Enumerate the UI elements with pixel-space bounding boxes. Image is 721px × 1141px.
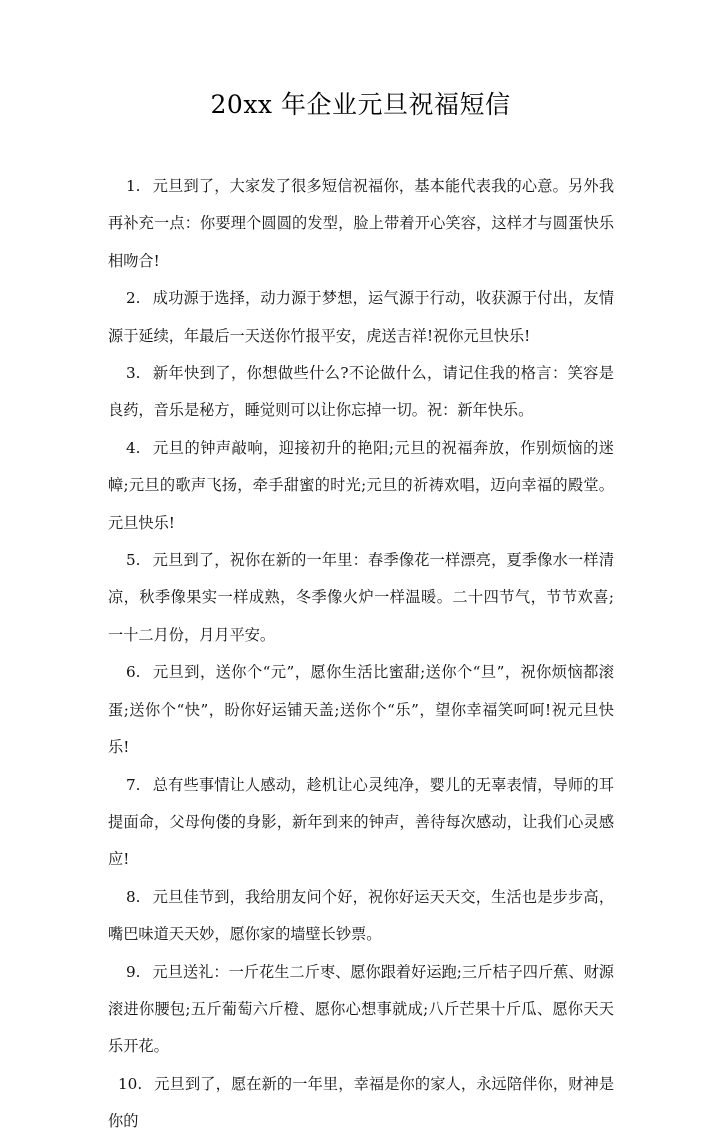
paragraph-text: 新年快到了，你想做些什么?不论做什么，请记住我的格言：笑容是良药，音乐是秘方，睡觉则可以让你忘掉一切。祝：新年快乐。 (108, 364, 614, 420)
document-body (108, 168, 614, 1141)
paragraph-2 (108, 280, 614, 355)
paragraph-text: 元旦送礼：一斤花生二斤枣、愿你跟着好运跑;三斤桔子四斤蕉、财源滚进你腰包;五斤葡萄六斤橙、愿你心想事就成;八斤芒果十斤瓜、愿你天天乐开花。 (108, 962, 614, 1056)
paragraph-number: 8. (126, 887, 141, 906)
paragraph-4 (108, 430, 614, 542)
paragraph-7 (108, 767, 614, 879)
paragraph-3 (108, 355, 614, 430)
paragraph-text: 元旦到，送你个“元”，愿你生活比蜜甜;送你个“旦”，祝你烦恼都滚蛋;送你个“快”，盼你好运铺天盖;送你个“乐”，望你幸福笑呵呵!祝元旦快乐! (108, 663, 614, 757)
paragraph-text: 元旦到了，祝你在新的一年里：春季像花一样漂亮，夏季像水一样清凉，秋季像果实一样成熟，冬季像火炉一样温暖。二十四节气，节节欢喜;一十二月份，月月平安。 (108, 551, 614, 644)
paragraph-1 (108, 168, 614, 280)
paragraph-number: 9. (126, 962, 141, 981)
paragraph-text: 总有些事情让人感动，趁机让心灵纯净，婴儿的无辜表情，导师的耳提面命，父母佝偻的身影，新年到来的钟声，善待每次感动，让我们心灵感应! (108, 775, 614, 869)
paragraph-10 (108, 1066, 614, 1141)
paragraph-number: 6. (126, 663, 141, 682)
paragraph-number: 10. (118, 1074, 143, 1093)
paragraph-5 (108, 542, 614, 654)
paragraph-9 (108, 954, 614, 1066)
paragraph-text: 元旦佳节到，我给朋友问个好，祝你好运天天交，生活也是步步高，嘴巴味道天天妙，愿你家的墙壁长钞票。 (108, 887, 614, 944)
paragraph-text: 元旦到了，愿在新的一年里，幸福是你的家人，永远陪伴你，财神是你的 (108, 1074, 614, 1131)
paragraph-8 (108, 879, 614, 954)
paragraph-number: 4. (126, 438, 141, 457)
paragraph-text: 元旦的钟声敲响，迎接初升的艳阳;元旦的祝福奔放，作别烦恼的迷幛;元旦的歌声飞扬，牵手甜蜜的时光;元旦的祈祷欢唱，迈向幸福的殿堂。元旦快乐! (108, 438, 614, 532)
paragraph-number: 3. (126, 364, 141, 383)
paragraph-number: 2. (126, 289, 141, 308)
paragraph-number: 5. (126, 551, 141, 570)
paragraph-number: 7. (126, 775, 141, 794)
paragraph-6 (108, 654, 614, 766)
paragraph-text: 元旦到了，大家发了很多短信祝福你，基本能代表我的心意。另外我再补充一点：你要理个圆圆的发型，脸上带着开心笑容，这样才与圆蛋快乐相吻合! (108, 177, 614, 270)
paragraph-text: 成功源于选择，动力源于梦想，运气源于行动，收获源于付出，友情源于延续，年最后一天送你竹报平安，虎送吉祥!祝你元旦快乐! (108, 289, 614, 345)
document-title: 20xx 年企业元旦祝福短信 (210, 90, 511, 119)
paragraph-number: 1. (126, 177, 141, 195)
